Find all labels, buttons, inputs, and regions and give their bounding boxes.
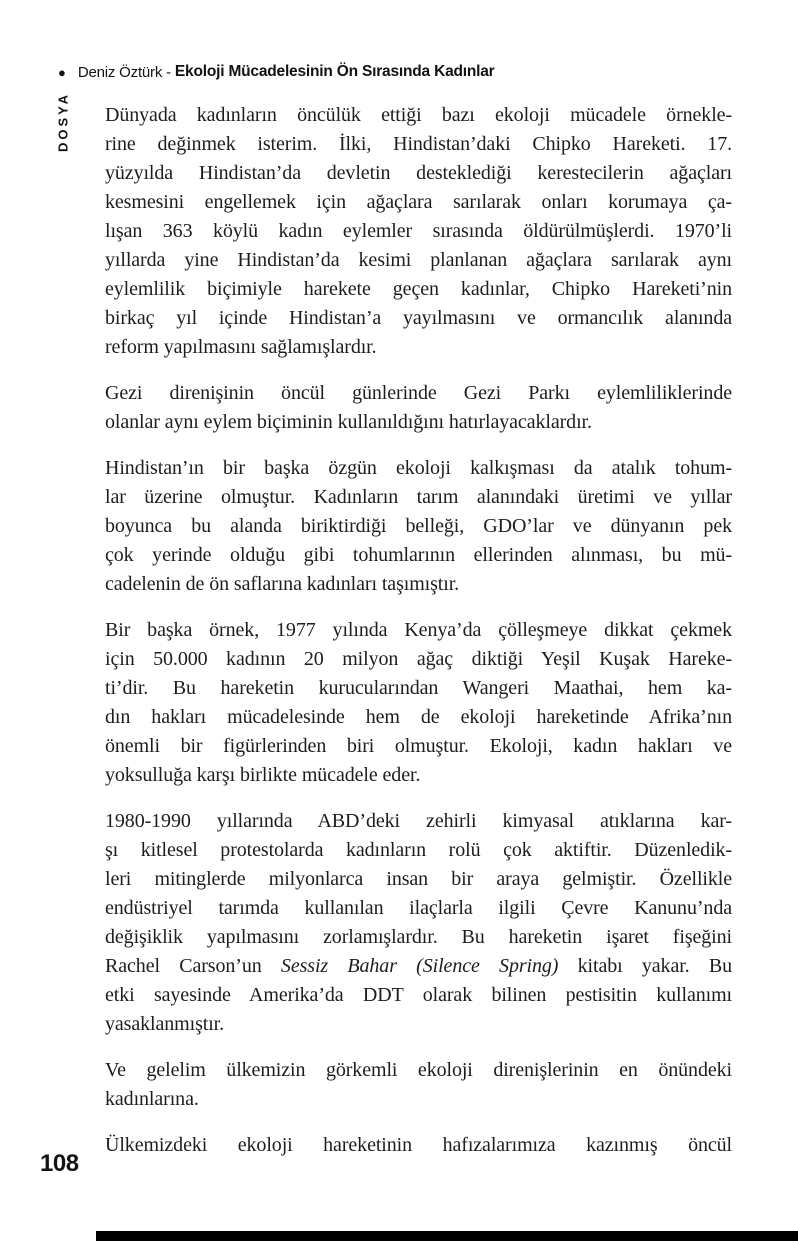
text-line: olanlar aynı eylem biçiminin kullanıldığını hatırlayacaklardır. bbox=[105, 411, 592, 433]
text-line: leri mitinglerde milyonlarca insan bir araya gelmiştir. Özellikle bbox=[105, 868, 732, 890]
text-line: Gezi direnişinin öncül günlerinde Gezi Parkı eylemliliklerinde bbox=[105, 382, 732, 404]
text-line: Dünyada kadınların öncülük ettiği bazı ekoloji mücadele örnekle- bbox=[105, 104, 732, 126]
text-line: Ve gelelim ülkemizin görkemli ekoloji direnişlerinin en önündeki bbox=[105, 1059, 732, 1081]
paragraph-turkey-continued bbox=[105, 1131, 732, 1160]
text-line: için 50.000 kadının 20 milyon ağaç diktiği Yeşil Kuşak Hareke- bbox=[105, 648, 732, 670]
text-line: yasaklanmıştır. bbox=[105, 1013, 225, 1035]
paragraph-chipko bbox=[105, 101, 732, 362]
text-line: yoksulluğa karşı birlikte mücadele eder. bbox=[105, 764, 421, 786]
header-author: Deniz Öztürk - bbox=[77, 63, 171, 81]
page-header bbox=[58, 63, 495, 81]
text-line: şı kitlesel protestolarda kadınların rolü çok aktiftir. Düzenledik- bbox=[105, 839, 732, 861]
header-article-title: Ekoloji Mücadelesinin Ön Sırasında Kadınlar bbox=[174, 63, 495, 80]
text-line: boyunca bu alanda biriktirdiği belleği, GDO’lar ve dünyanın pek bbox=[105, 515, 732, 537]
paragraph-gezi bbox=[105, 379, 732, 437]
text-line: birkaç yıl içinde Hindistan’a yayılmasını ve ormancılık alanında bbox=[105, 307, 732, 329]
text-line: önemli bir figürlerinden biri olmuştur. Ekoloji, kadın hakları ve bbox=[105, 735, 732, 757]
text-line: yüzyılda Hindistan’da devletin desteklediği kerestecilerin ağaçları bbox=[105, 162, 732, 184]
text-line: cadelenin de ön saflarına kadınları taşımıştır. bbox=[105, 573, 460, 595]
text-line: kesmesini engellemek için ağaçlara sarılarak onları korumaya ça- bbox=[105, 191, 732, 213]
page-number: 108 bbox=[40, 1150, 79, 1177]
paragraph-kenya bbox=[105, 616, 732, 790]
text-segment: Rachel Carson’un bbox=[105, 955, 281, 977]
text-line: etki sayesinde Amerika’da DDT olarak bilinen pestisitin kullanımı bbox=[105, 984, 732, 1006]
paragraph-seeds bbox=[105, 454, 732, 599]
section-label-dosya: DOSYA bbox=[55, 91, 71, 153]
text-line: Bir başka örnek, 1977 yılında Kenya’da çölleşmeye dikkat çekmek bbox=[105, 619, 732, 641]
text-line: reform yapılmasını sağlamışlardır. bbox=[105, 336, 377, 358]
text-line: çok yerinde olduğu gibi tohumlarının ellerinden alınması, bu mü- bbox=[105, 544, 732, 566]
text-line: ti’dir. Bu hareketin kurucularından Wangeri Maathai, hem ka- bbox=[105, 677, 732, 699]
text-line bbox=[105, 952, 732, 981]
book-title-italic: Sessiz Bahar (Silence Spring) bbox=[280, 955, 559, 977]
text-line: rine değinmek isterim. İlki, Hindistan’daki Chipko Hareketi. 17. bbox=[105, 133, 732, 155]
text-line: endüstriyel tarımda kullanılan ilaçlarla ilgili Çevre Kanunu’nda bbox=[105, 897, 732, 919]
text-line: kadınlarına. bbox=[105, 1088, 199, 1110]
text-line: değişiklik yapılmasını zorlamışlardır. Bu hareketin işaret fişeğini bbox=[105, 926, 732, 948]
bottom-accent-bar bbox=[96, 1231, 798, 1241]
text-line: dın hakları mücadelesinde hem de ekoloji hareketinde Afrika’nın bbox=[105, 706, 732, 728]
text-line: eylemlilik biçimiyle harekete geçen kadınlar, Chipko Hareketi’nin bbox=[105, 278, 732, 300]
text-line: 1980-1990 yıllarında ABD’deki zehirli kimyasal atıklarına kar- bbox=[105, 810, 732, 832]
text-segment: kitabı yakar. Bu bbox=[558, 955, 732, 977]
text-line: Hindistan’ın bir başka özgün ekoloji kalkışması da atalık tohum- bbox=[105, 457, 732, 479]
text-line: Ülkemizdeki ekoloji hareketinin hafızalarımıza kazınmış öncül bbox=[105, 1134, 732, 1156]
bullet-icon: ● bbox=[58, 64, 66, 80]
text-line: yıllarda yine Hindistan’da kesimi planlanan ağaçlara sarılarak aynı bbox=[105, 249, 732, 271]
text-line: lar üzerine olmuştur. Kadınların tarım alanındaki üretimi ve yıllar bbox=[105, 486, 732, 508]
article-body bbox=[105, 101, 732, 1160]
text-line: lışan 363 köylü kadın eylemler sırasında öldürülmüşlerdi. 1970’li bbox=[105, 220, 732, 242]
paragraph-usa bbox=[105, 807, 732, 1039]
paragraph-turkey-intro bbox=[105, 1056, 732, 1114]
